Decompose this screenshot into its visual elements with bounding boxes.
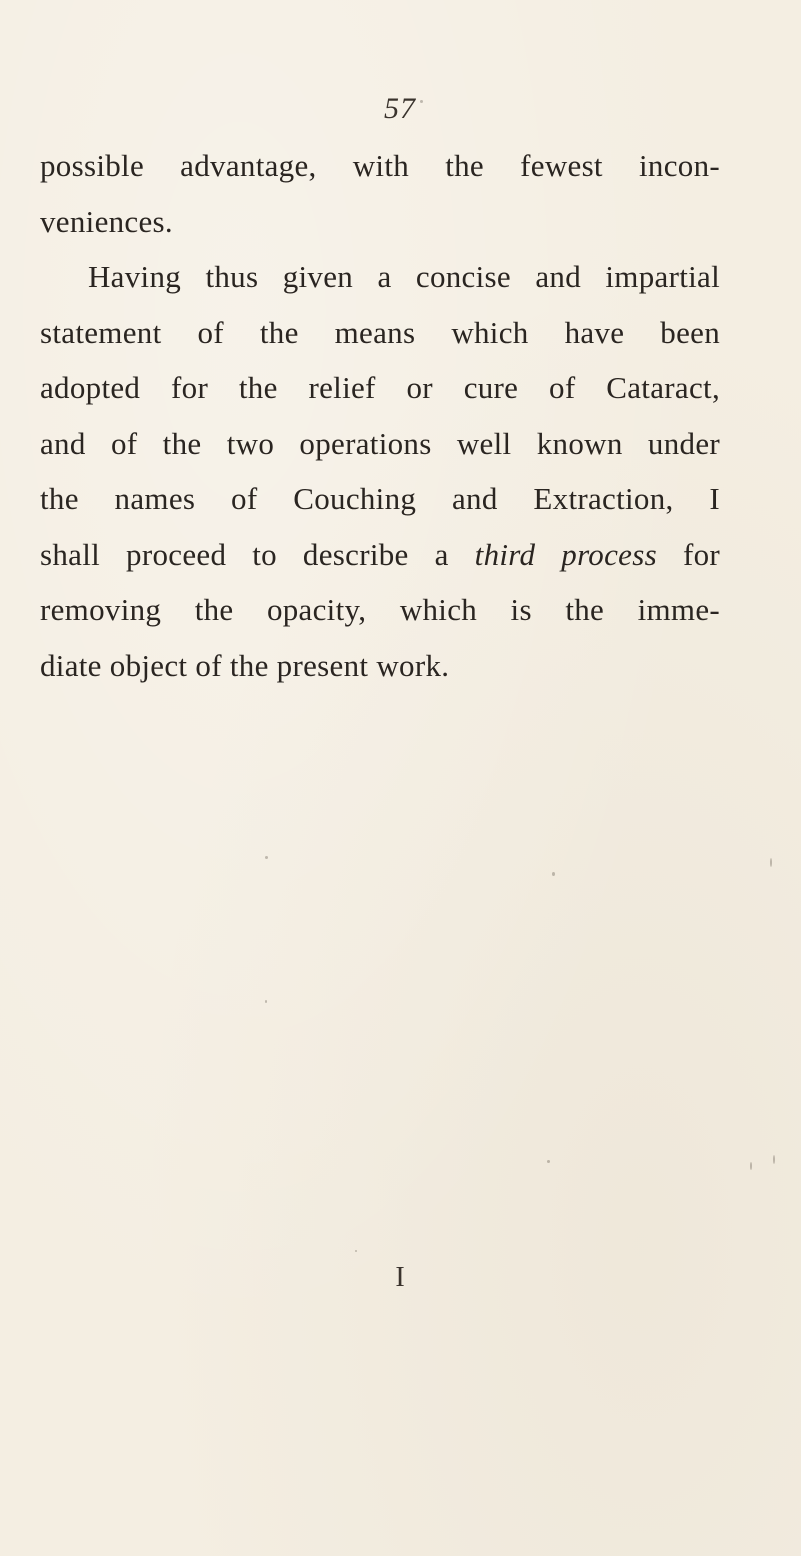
body-text [40, 138, 720, 693]
text-line-1: possible advantage, with the fewest incon- [40, 148, 720, 183]
paper-speck [552, 872, 555, 876]
paper-speck [750, 1162, 752, 1170]
italic-phrase: third process [474, 536, 657, 572]
text-line-4: statement of the means which have been [40, 314, 720, 350]
text-line-7: the names of Couching and Extraction, I [40, 481, 720, 516]
paper-speck [355, 1250, 357, 1252]
paper-speck [265, 1000, 267, 1003]
paper-speck [770, 858, 772, 867]
paper-speck [547, 1160, 550, 1163]
page-number: 57 [384, 92, 416, 125]
text-line-10: diate object of the present work. [40, 647, 450, 683]
text-line-3: Having thus given a concise and impartial [88, 259, 720, 294]
text-line-9: removing the opacity, which is the imme- [40, 592, 720, 627]
paper-speck [773, 1155, 775, 1164]
paper-speck [420, 100, 423, 103]
paper-speck [265, 856, 268, 859]
signature-mark: I [395, 1262, 405, 1293]
text-line-8: shall proceed to describe a third process for [40, 536, 720, 572]
text-line-2: veniences. [40, 203, 173, 239]
text-line-6: and of the two operations well known under [40, 425, 720, 461]
text-line-5: adopted for the relief or cure of Cataract, [40, 370, 720, 405]
